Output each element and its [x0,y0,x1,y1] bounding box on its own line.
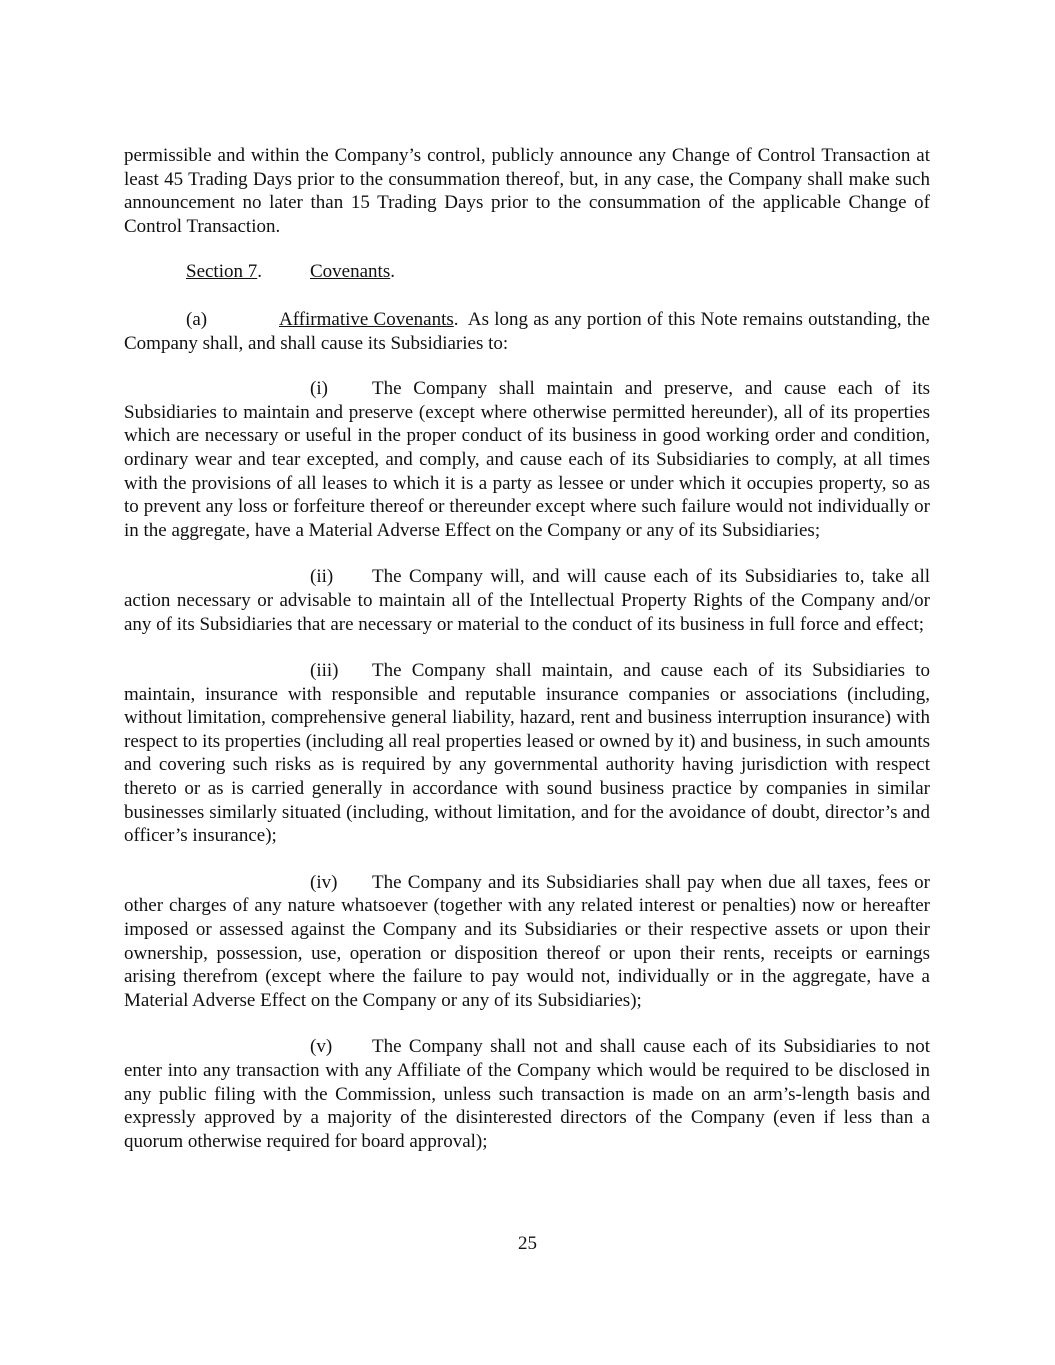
subsection-a-heading-suffix: . [453,308,459,330]
item-text: The Company shall not and shall cause each of its Subsidiaries to not enter into any transaction with any Affiliate of the Company which would be required to be disclosed in any public filing with the Commission, unless such transaction is made on an arm’s-length basis and expressly approved by a majority of the disinterested directors of the Company (even if less than a quorum otherwise required for board approval); [124,1036,930,1152]
covenant-item-iii [124,659,930,848]
section-heading [124,260,930,284]
covenant-item-v [124,1035,930,1153]
section-title: Covenants [310,261,391,283]
item-numeral: (iv) [310,871,338,893]
subsection-a [124,308,935,355]
section-number-wrap [186,260,310,284]
document-body [124,144,935,1153]
covenant-item-iv [124,871,930,1013]
item-text: The Company shall maintain and preserve, and cause each of its Subsidiaries to maintain and preserve (except where otherwise permitted hereunder), all of its properties which are necessary or useful in the proper conduct of its business in good working order and condition, ordinary wear and tear excepted, and comply, and cause each of its Subsidiaries to comply, at all times with the provisions of all leases to which it is a party as lessee or under which it occupies property, so as to prevent any loss or forfeiture thereof or thereunder except where such failure would not individually or in the aggregate, have a Material Adverse Effect on the Company or any of its Subsidiaries; [124,378,930,541]
item-numeral: (v) [310,1036,333,1058]
intro-paragraph: permissible and within the Company’s control, publicly announce any Change of Control Transaction at least 45 Trading Days prior to the consummation thereof, but, in any case, the Company shall make such announcement no later than 15 Trading Days prior to the consummation of the applicable Change of Control Transaction. [124,145,930,237]
item-text: The Company and its Subsidiaries shall pay when due all taxes, fees or other charges of any nature whatsoever (together with any related interest or penalties) now or hereafter imposed or assessed against the Company and its Subsidiaries or their respective assets or upon their ownership, possession, use, operation or disposition thereof or upon their rents, receipts or earnings arising therefrom (except where the failure to pay would not, individually or in the aggregate, have a Material Adverse Effect on the Company or any of its Subsidiaries); [124,871,930,1011]
covenant-item-ii [124,565,930,636]
item-numeral: (i) [310,378,328,400]
subsection-a-heading: Affirmative Covenants [279,308,454,330]
item-numeral: (ii) [310,566,334,588]
subsection-a-text: As long as any portion of this Note remains outstanding, the Company shall, and shall cause its Subsidiaries to: [124,308,935,354]
section-number-suffix: . [257,261,262,283]
section-title-suffix: . [390,261,395,283]
covenant-item-i [124,377,930,542]
section-number: Section 7 [186,261,258,283]
subsection-a-label: (a) [186,308,208,330]
item-text: The Company will, and will cause each of its Subsidiaries to, take all action necessary or advisable to maintain all of the Intellectual Property Rights of the Company and/or any of its Subsidiaries that are necessary or material to the conduct of its business in full force and effect; [124,566,930,635]
item-numeral: (iii) [310,660,339,682]
page-number: 25 [518,1233,537,1254]
item-text: The Company shall maintain, and cause each of its Subsidiaries to maintain, insurance with responsible and reputable insurance companies or associations (including, without limitation, comprehensive general liability, hazard, rent and business interruption insurance) with respect to its properties (including all real properties leased or owned by it) and business, in such amounts and covering such risks as is required by any governmental authority having jurisdiction with respect thereto or as is carried generally in accordance with sound business practice by companies in similar businesses similarly situated (including, without limitation, and for the avoidance of doubt, director’s and officer’s insurance); [124,660,930,847]
